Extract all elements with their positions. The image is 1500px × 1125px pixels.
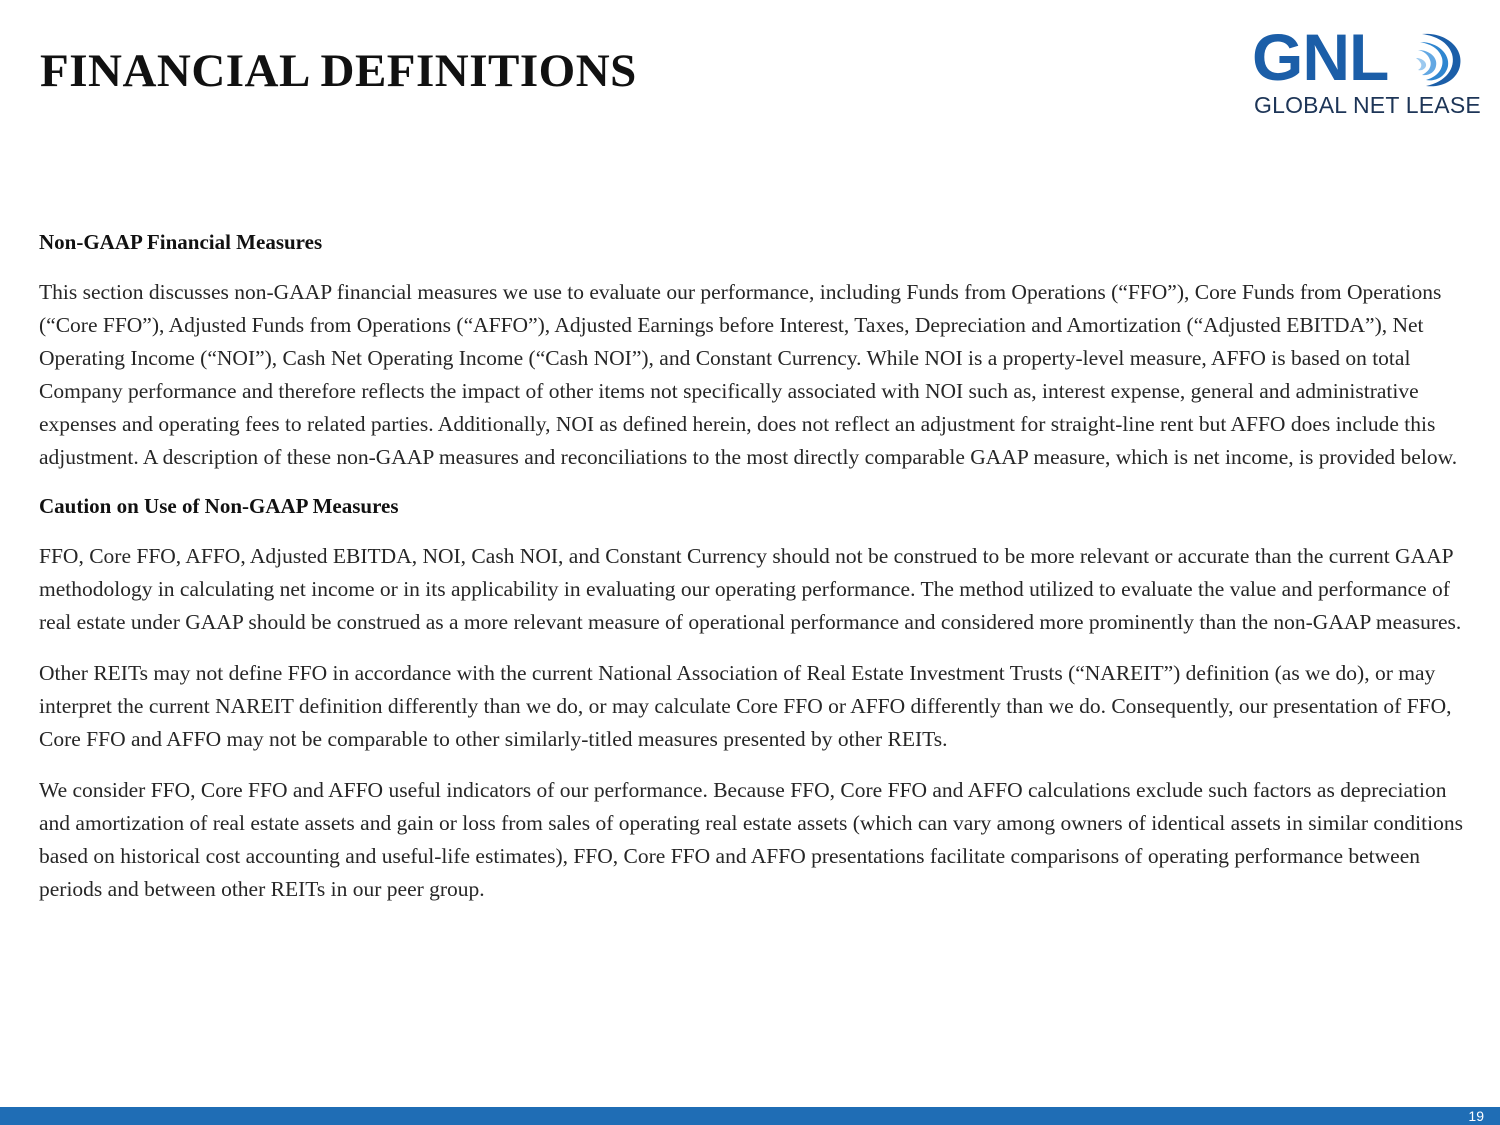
paragraph-caution-usefulness: We consider FFO, Core FFO and AFFO useful indicators of our performance. Because FFO, Core FFO and AFFO calculations exclude such factors as depreciation and amortization of real estate assets and gain or loss from sales of operating real estate assets (which can vary among owners of identical assets in similar conditions based on historical cost accounting and useful-life estimates), FFO, Core FFO and AFFO presentations facilitate comparisons of operating performance between periods and between other REITs in our peer group. xyxy=(39,778,1463,901)
company-logo xyxy=(1252,20,1481,124)
footer-bar xyxy=(0,1107,1500,1125)
paragraph-non-gaap-overview: This section discusses non-GAAP financial measures we use to evaluate our performance, including Funds from Operations (“FFO”), Core Funds from Operations (“Core FFO”), Adjusted Funds from Operations (“AFFO”), Adjusted Earnings before Interest, Taxes, Depreciation and Amortization (“Adjusted EBITDA”), Net Operating Income (“NOI”), Cash Net Operating Income (“Cash NOI”), and Constant Currency. While NOI is a property-level measure, AFFO is based on total Company performance and therefore reflects the impact of other items not specifically associated with NOI such as, interest expense, general and administrative expenses and operating fees to related parties. Additionally, NOI as defined herein, does not reflect an adjustment for straight-line rent but AFFO does include this adjustment. A description of these non-GAAP measures and reconciliations to the most directly comparable GAAP measure, which is net income, is provided below. xyxy=(39,280,1458,469)
paragraph-caution-other-reits: Other REITs may not define FFO in accordance with the current National Association of Real Estate Investment Trusts (“NAREIT”) definition (as we do), or may interpret the current NAREIT definition differently than we do, or may calculate Core FFO or AFFO differently than we do. Consequently, our presentation of FFO, Core FFO and AFFO may not be comparable to other similarly-titled measures presented by other REITs. xyxy=(39,661,1452,751)
page-number: 19 xyxy=(1468,1108,1484,1124)
paragraph-caution-relevance: FFO, Core FFO, AFFO, Adjusted EBITDA, NOI, Cash NOI, and Constant Currency should not be construed to be more relevant or accurate than the current GAAP methodology in calculating net income or in its applicability in evaluating our operating performance. The method utilized to evaluate the value and performance of real estate under GAAP should be construed as a more relevant measure of operational performance and considered more prominently than the non-GAAP measures. xyxy=(39,544,1462,634)
section-heading-caution: Caution on Use of Non-GAAP Measures xyxy=(39,494,399,518)
page-title: FINANCIAL DEFINITIONS xyxy=(40,45,637,97)
swirl-logo-icon xyxy=(1402,26,1466,90)
section-heading-non-gaap: Non-GAAP Financial Measures xyxy=(39,230,323,254)
logo-mark: GNL xyxy=(1252,20,1389,94)
logo-company-name: GLOBAL NET LEASE xyxy=(1254,92,1481,118)
definitions-body xyxy=(39,228,1464,924)
